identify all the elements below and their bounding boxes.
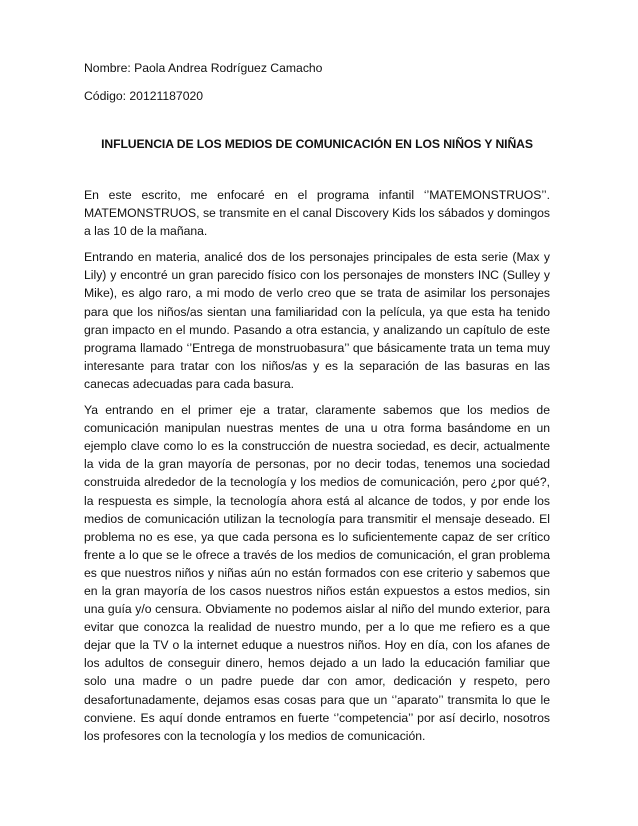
student-code: Código: 20121187020 (84, 89, 204, 103)
paragraph-intro: En este escrito, me enfocaré en el programa infantil ‘’MATEMONSTRUOS’’. MATEMONSTRUOS, se transmite en el canal Discovery Kids los sábados y domingos a las 10 de la mañana. (84, 188, 550, 239)
document-title: INFLUENCIA DE LOS MEDIOS DE COMUNICACIÓN EN LOS NIÑOS Y NIÑAS (101, 137, 533, 151)
paragraph-analysis: Entrando en materia, analicé dos de los personajes principales de esta serie (Max y Lily) y encontré un gran parecido físico con los personajes de monsters INC (Sulley y Mike), es algo raro, a mi modo de verlo creo que se trata de asimilar los personajes para que los niños/as sientan una familiaridad con la película, ya que esta ha tenido gran impacto en el mundo. Pasando a otra estancia, y analizando un capítulo de este programa llamado ‘’Entrega de monstruobasura’’ que básicamente trata un tema muy interesante para tratar con los niños/as y es la separación de las basuras en las canecas adecuadas para cada basura. (84, 250, 550, 391)
document-body (84, 186, 550, 745)
paragraph-first-axis: Ya entrando en el primer eje a tratar, claramente sabemos que los medios de comunicación manipulan nuestras mentes de una u otra forma basándome en un ejemplo clave como lo es la construcción de nuestra sociedad, es decir, actualmente la vida de la gran mayoría de personas, por no decir todas, tenemos una sociedad construida alrededor de la tecnología y los medios de comunicación, pero ¿por qué?, la respuesta es simple, la tecnología ahora está al alcance de todos, y por ende los medios de comunicación utilizan la tecnología para transmitir el mensaje deseado. El problema no es ese, ya que cada persona es lo suficientemente capaz de ser crítico frente a lo que se le ofrece a través de los medios de comunicación, el gran problema es que nuestros niños y niñas aún no están formados con ese criterio y sabemos que en la gran mayoría de los casos nuestros niños están expuestos a estos medios, sin una guía y/o censura. Obviamente no podemos aislar al niño del mundo exterior, para evitar que conozca la realidad de nuestro mundo, per a lo que me refiero es a que dejar que la TV o la internet eduque a nuestros niños. Hoy en día, con los afanes de los adultos de conseguir dinero, hemos dejado a un lado la educación familiar que solo una madre o un padre puede dar con amor, dedicación y respeto, pero desafortunadamente, dejamos esas cosas para que un ‘’aparato’’ transmita lo que le conviene. Es aquí donde entramos en fuerte ‘’competencia’’ por así decirlo, nosotros los profesores con la tecnología y los medios de comunicación. (84, 403, 550, 743)
student-name: Nombre: Paola Andrea Rodríguez Camacho (84, 61, 323, 75)
document-page (84, 60, 550, 753)
